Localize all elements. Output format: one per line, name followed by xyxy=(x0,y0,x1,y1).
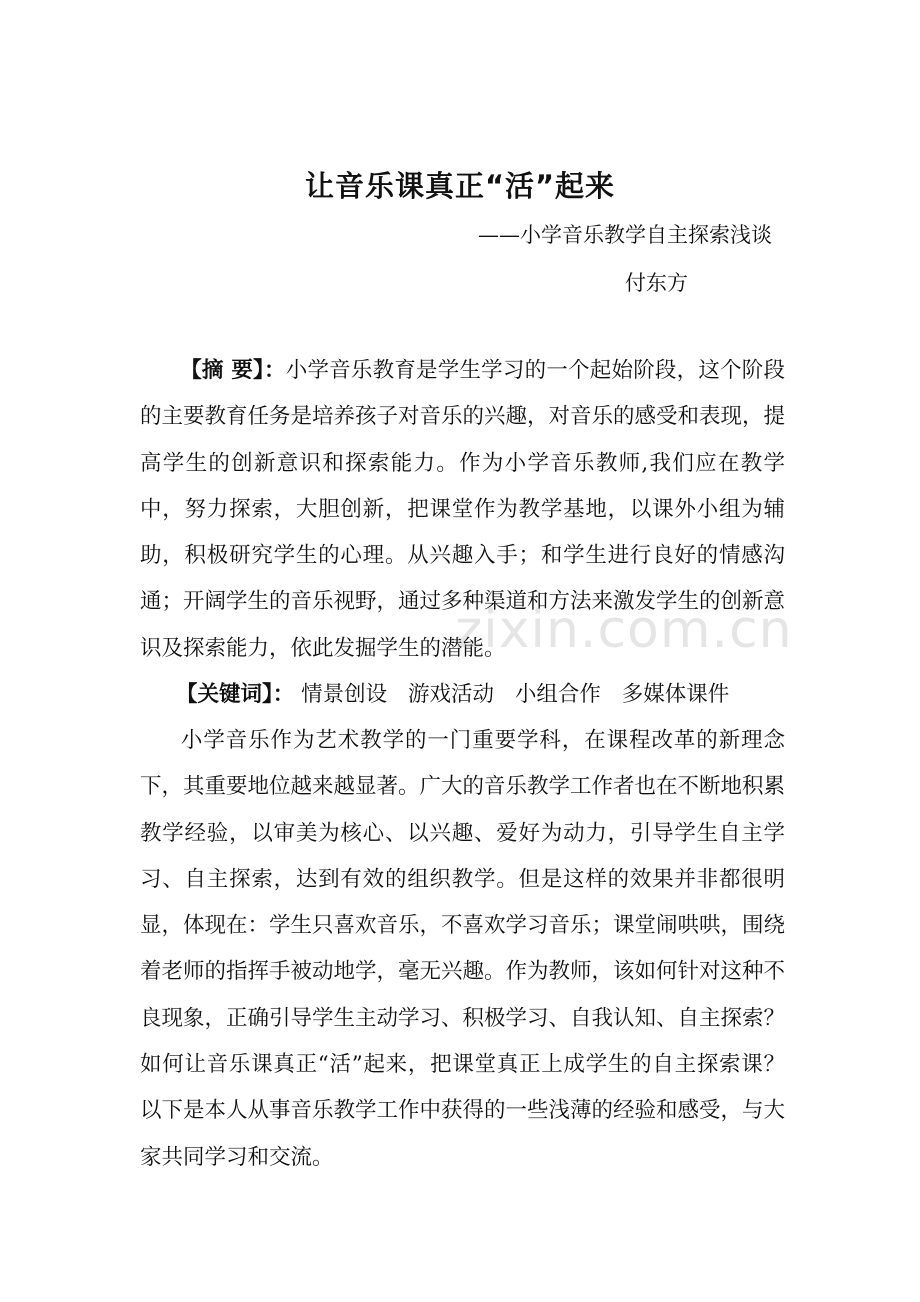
abstract-paragraph xyxy=(140,348,785,672)
author-name: 付东方 xyxy=(625,271,688,295)
abstract-text: 小学音乐教育是学生学习的一个起始阶段，这个阶段的主要教育任务是培养孩子对音乐的兴趣，对音乐的感受和表现，提高学生的创新意识和探索能力。作为小学音乐教师,我们应在教学中，努力探索，大胆创新，把课堂作为教学基地，以课外小组为辅助，积极研究学生的心理。从兴趣入手；和学生进行良好的情感沟通；开阔学生的音乐视野，通过多种渠道和方法来激发学生的创新意识及探索能力，依此发掘学生的潜能。 xyxy=(140,358,786,661)
keywords-line xyxy=(176,672,743,718)
keyword-item: 情景创设 xyxy=(301,682,388,707)
keywords-label: 【关键词】： xyxy=(176,682,295,707)
keyword-item: 游戏活动 xyxy=(407,682,494,707)
watermark: zixin.com.cn xyxy=(455,600,793,660)
keyword-item: 小组合作 xyxy=(514,682,601,707)
keyword-item: 多媒体课件 xyxy=(621,682,730,707)
intro-text: 小学音乐作为艺术教学的一门重要学科，在课程改革的新理念下，其重要地位越来越显著。广大的音乐教学工作者也在不断地积累教学经验，以审美为核心、以兴趣、爱好为动力，引导学生自主学习、自主探索，达到有效的组织教学。但是这样的效果并非都很明显，体现在：学生只喜欢音乐，不喜欢学习音乐；课堂闹哄哄，围绕着老师的指挥手被动地学，毫无兴趣。作为教师，该如何针对这种不良现象，正确引导学生主动学习、积极学习、自我认知、自主探索？如何让音乐课真正“活”起来，把课堂真正上成学生的自主探索课？以下是本人从事音乐教学工作中获得的一些浅薄的经验和感受，与大家共同学习和交流。 xyxy=(140,728,786,1170)
document-title: 让音乐课真正“活”起来 xyxy=(304,169,616,203)
intro-paragraph xyxy=(140,718,785,1181)
document-subtitle: ——小学音乐教学自主探索浅谈 xyxy=(478,223,772,247)
abstract-label: 【摘 要】： xyxy=(180,358,286,383)
